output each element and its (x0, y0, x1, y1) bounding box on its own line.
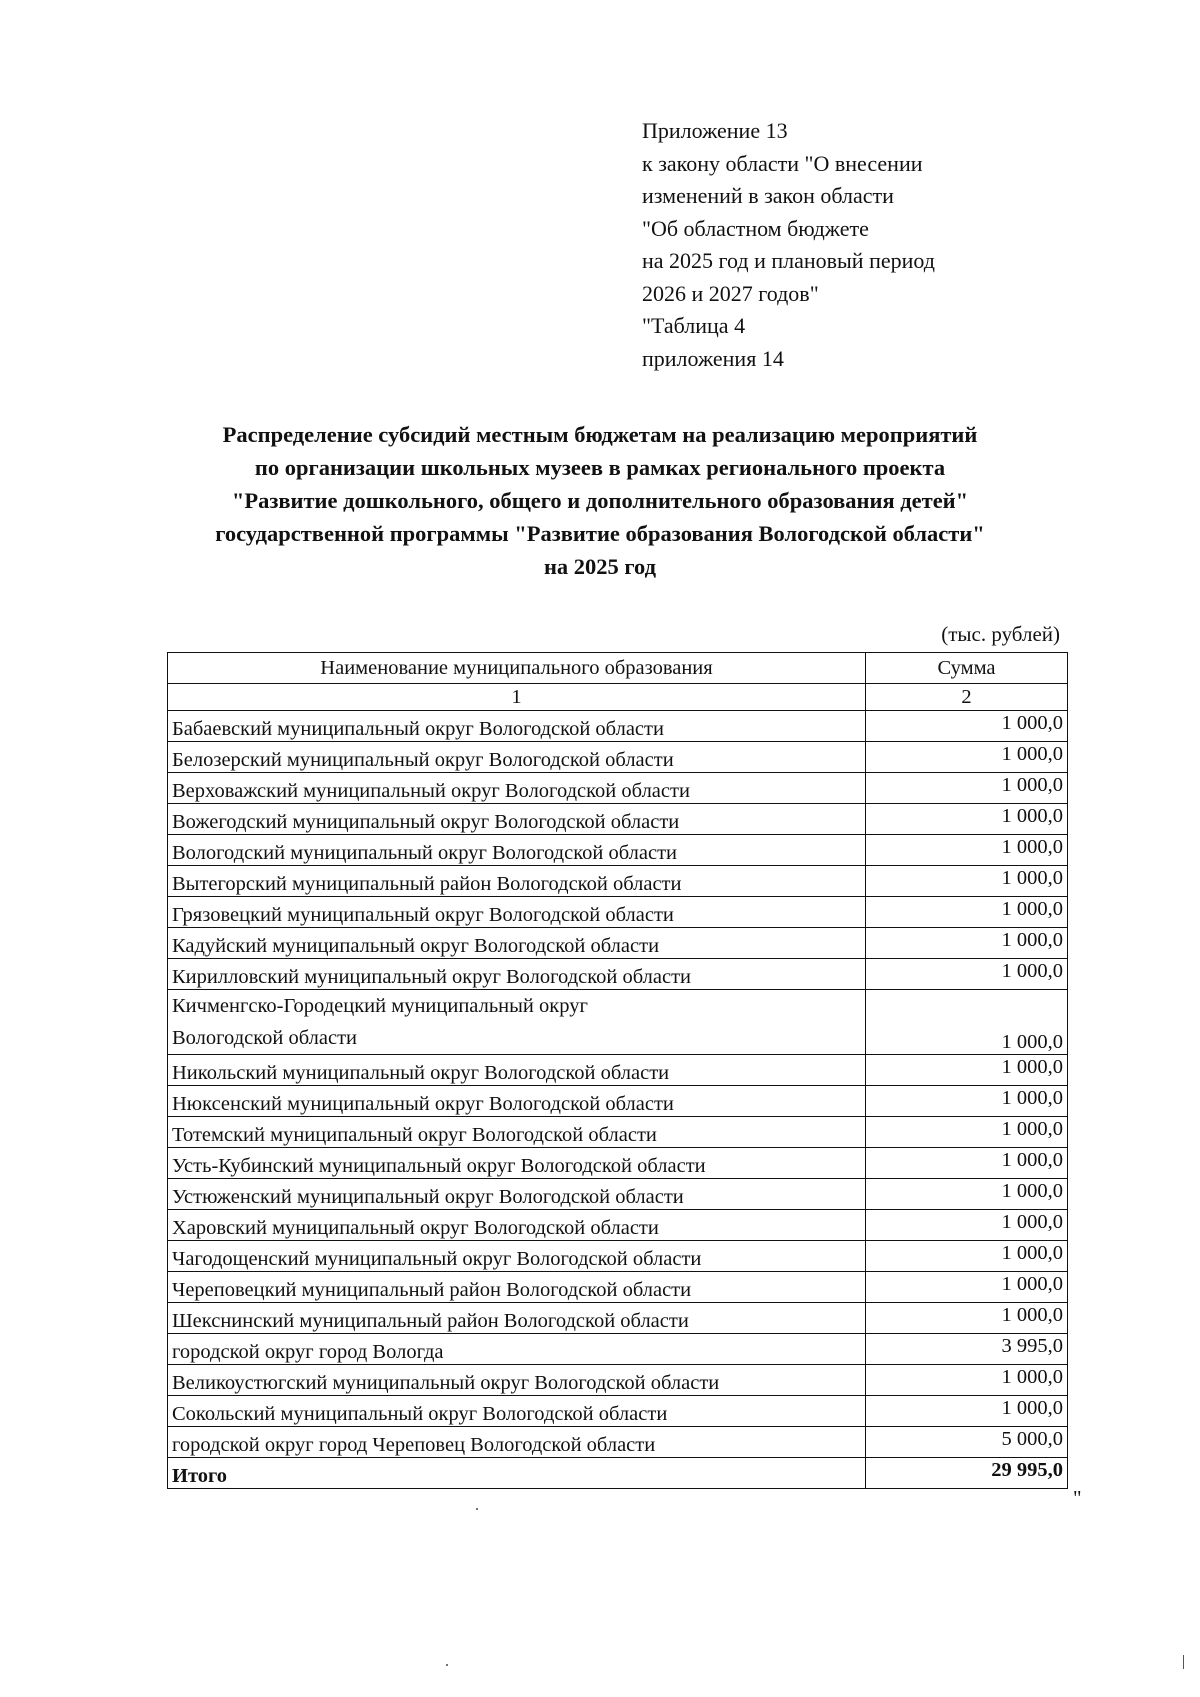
table-row (168, 1365, 1068, 1396)
subsidy-amount: 3 995,0 (866, 1334, 1068, 1365)
header-name: Наименование муниципального образования (168, 653, 866, 684)
appendix-reference (642, 115, 1062, 375)
subsidy-amount: 1 000,0 (866, 990, 1068, 1055)
column-number-row (168, 684, 1068, 711)
municipality-name: Кадуйский муниципальный округ Вологодской области (168, 928, 866, 959)
subsidy-amount: 1 000,0 (866, 1210, 1068, 1241)
subsidy-amount: 1 000,0 (866, 928, 1068, 959)
subsidy-amount: 1 000,0 (866, 804, 1068, 835)
municipality-name: Никольский муниципальный округ Вологодской области (168, 1055, 866, 1086)
table-row (168, 990, 1068, 1055)
appendix-line: "Таблица 4 (642, 313, 746, 338)
total-row (168, 1458, 1068, 1489)
municipality-name: Череповецкий муниципальный район Вологодской области (168, 1272, 866, 1303)
table-row (168, 1086, 1068, 1117)
municipality-name: Верховажский муниципальный округ Вологодской области (168, 773, 866, 804)
table-row (168, 1427, 1068, 1458)
table-row (168, 1210, 1068, 1241)
subsidy-amount: 1 000,0 (866, 711, 1068, 742)
subsidy-amount: 1 000,0 (866, 835, 1068, 866)
document-title (150, 418, 1050, 583)
table-row (168, 897, 1068, 928)
title-line: государственной программы "Развитие образования Вологодской области" (215, 521, 985, 546)
municipality-name: Сокольский муниципальный округ Вологодской области (168, 1396, 866, 1427)
municipality-name-line: Кичменгско-Городецкий муниципальный округ (172, 995, 588, 1017)
table-row (168, 1055, 1068, 1086)
table-header-row (168, 653, 1068, 684)
title-line: на 2025 год (543, 554, 657, 579)
appendix-line: 2026 и 2027 годов" (642, 280, 819, 306)
subsidy-amount: 1 000,0 (866, 773, 1068, 804)
table-row (168, 835, 1068, 866)
municipality-name: Великоустюгский муниципальный округ Вологодской области (168, 1365, 866, 1396)
subsidy-amount: 1 000,0 (866, 1303, 1068, 1334)
table-row (168, 773, 1068, 804)
municipality-name: городской округ город Череповец Вологодской области (168, 1427, 866, 1458)
appendix-line: к закону области "О внесении (642, 150, 923, 176)
municipality-name: Грязовецкий муниципальный округ Вологодской области (168, 897, 866, 928)
units-label: (тыс. рублей) (941, 622, 1060, 646)
municipality-name: Нюксенский муниципальный округ Вологодской области (168, 1086, 866, 1117)
header-amount: Сумма (866, 653, 1068, 684)
subsidy-amount: 1 000,0 (866, 1086, 1068, 1117)
municipality-name: Шекснинский муниципальный район Вологодской области (168, 1303, 866, 1334)
subsidy-amount: 1 000,0 (866, 1241, 1068, 1272)
municipality-name: Устюженский муниципальный округ Вологодской области (168, 1179, 866, 1210)
total-amount: 29 995,0 (866, 1458, 1068, 1489)
appendix-line: "Об областном бюджете (642, 215, 869, 241)
subsidy-amount: 1 000,0 (866, 1365, 1068, 1396)
subsidy-amount: 1 000,0 (866, 1179, 1068, 1210)
title-line: Распределение субсидий местным бюджетам на реализацию мероприятий (222, 422, 978, 447)
municipality-name: Вожегодский муниципальный округ Вологодской области (168, 804, 866, 835)
municipality-name: Вытегорский муниципальный район Вологодской области (168, 866, 866, 897)
municipality-name: Вологодский муниципальный округ Вологодской области (168, 835, 866, 866)
table-row (168, 928, 1068, 959)
municipality-name: Кирилловский муниципальный округ Вологодской области (168, 959, 866, 990)
scan-edge-mark (1183, 1655, 1184, 1669)
scan-speck (446, 1664, 448, 1666)
municipality-name-line: Вологодской области (172, 1027, 358, 1049)
table-row (168, 1179, 1068, 1210)
appendix-line: на 2025 год и плановый период (642, 248, 935, 273)
appendix-line: Приложение 13 (642, 118, 788, 143)
subsidy-amount: 1 000,0 (866, 897, 1068, 928)
table-row (168, 959, 1068, 990)
subsidy-amount: 1 000,0 (866, 1148, 1068, 1179)
subsidy-amount: 1 000,0 (866, 1396, 1068, 1427)
table-row (168, 1303, 1068, 1334)
subsidy-amount: 1 000,0 (866, 959, 1068, 990)
municipality-name: городской округ город Вологда (168, 1334, 866, 1365)
closing-quote: " (1073, 1486, 1082, 1510)
subsidy-amount: 1 000,0 (866, 1272, 1068, 1303)
municipality-name: Харовский муниципальный округ Вологодской области (168, 1210, 866, 1241)
table-row (168, 1148, 1068, 1179)
subsidy-distribution-table (167, 652, 1068, 1489)
table-row (168, 1241, 1068, 1272)
subsidy-amount: 1 000,0 (866, 866, 1068, 897)
subsidy-amount: 1 000,0 (866, 1055, 1068, 1086)
column-number-amount: 2 (866, 684, 1068, 711)
table-row (168, 1334, 1068, 1365)
table-row (168, 742, 1068, 773)
table-row (168, 1272, 1068, 1303)
subsidy-amount: 1 000,0 (866, 742, 1068, 773)
municipality-name: Тотемский муниципальный округ Вологодской области (168, 1117, 866, 1148)
subsidy-amount: 1 000,0 (866, 1117, 1068, 1148)
appendix-line: изменений в закон области (642, 183, 894, 208)
table-row (168, 711, 1068, 742)
column-number-name: 1 (168, 684, 866, 711)
municipality-name (168, 990, 866, 1055)
municipality-name: Чагодощенский муниципальный округ Вологодской области (168, 1241, 866, 1272)
municipality-name: Усть-Кубинский муниципальный округ Вологодской области (168, 1148, 866, 1179)
title-line: по организации школьных музеев в рамках регионального проекта (254, 455, 946, 480)
table-row (168, 866, 1068, 897)
table-row (168, 804, 1068, 835)
appendix-line: приложения 14 (642, 345, 784, 371)
table-row (168, 1396, 1068, 1427)
scan-speck (476, 1508, 478, 1510)
total-label: Итого (168, 1458, 866, 1489)
municipality-name: Белозерский муниципальный округ Вологодской области (168, 742, 866, 773)
municipality-name: Бабаевский муниципальный округ Вологодской области (168, 711, 866, 742)
table-row (168, 1117, 1068, 1148)
subsidy-amount: 5 000,0 (866, 1427, 1068, 1458)
title-line: "Развитие дошкольного, общего и дополнительного образования детей" (231, 488, 969, 513)
